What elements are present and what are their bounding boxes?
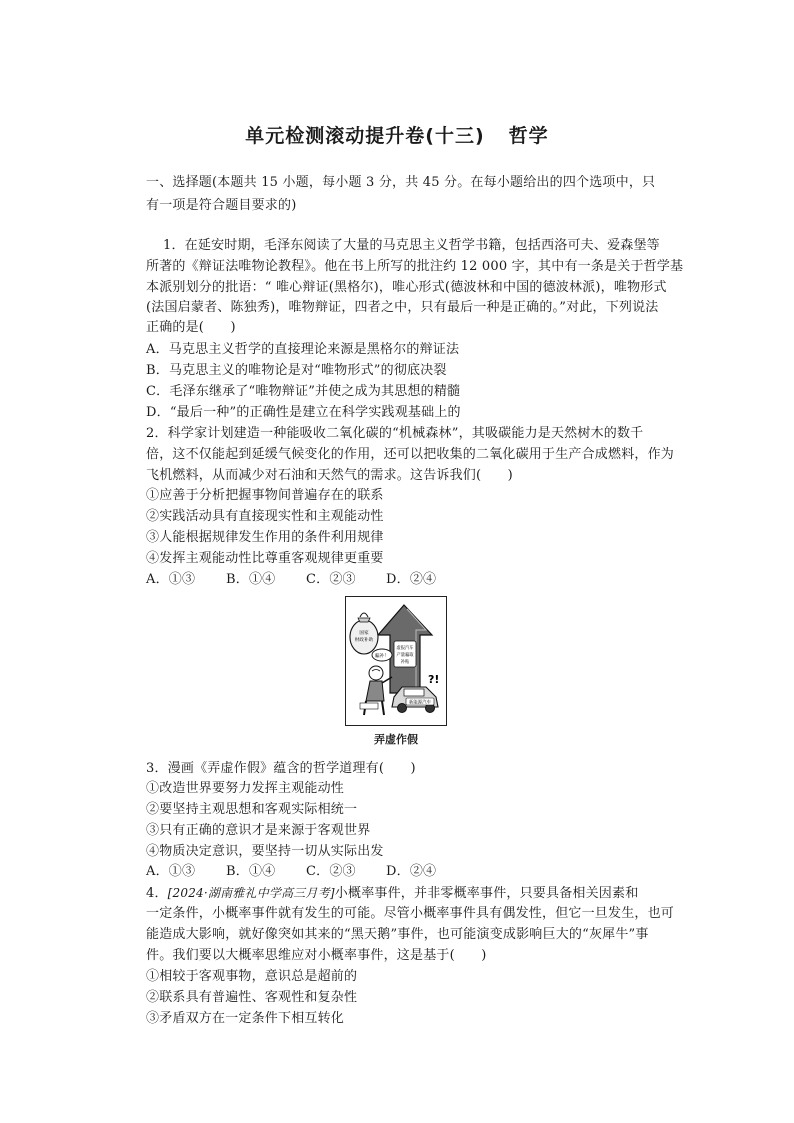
q2-statement-3: ③人能根据规律发生作用的条件利用规律 (146, 530, 384, 545)
q3-choice-d: D．②④ (386, 864, 437, 879)
q2-choice-c: C．②③ (306, 572, 356, 587)
cartoon-figure (345, 596, 447, 726)
q3-statement-1: ①改造世界要努力发挥主观能动性 (146, 781, 345, 796)
arrow-text-1: 虚报汽车 (396, 646, 414, 651)
person-body-icon (366, 681, 384, 701)
q4-line-2: 一定条件，小概率事件就有发生的可能。尽管小概率事件具有偶发性，但它一旦发生，也可 (146, 906, 675, 921)
q4-line-4: 件。我们要以大概率思维应对小概率事件，这是基于( ) (146, 948, 487, 963)
section-intro-line-2: 有一项是符合题目要求的) (146, 198, 297, 213)
q1-line-1: 1．在延安时期，毛泽东阅读了大量的马克思主义哲学书籍，包括西洛可夫、爱森堡等 (163, 238, 660, 253)
q2-line-1: 2．科学家计划建造一种能吸收二氧化碳的“机械森林”，其吸碳能力是天然树木的数千 (146, 426, 644, 441)
money-bag-icon (350, 620, 378, 654)
section-intro-line-1: 一、选择题(本题共 15 小题，每小题 3 分，共 45 分。在每小题给出的四个选项中，只 (146, 175, 656, 190)
q4-line-1 (146, 883, 651, 904)
q1-option-d: D．“最后一种”的正确性是建立在科学实践观基础上的 (146, 405, 461, 420)
q2-choice-a: A．①③ (146, 572, 196, 587)
figure-caption: 弄虚作假 (374, 733, 418, 746)
title-subject: 哲学 (508, 125, 549, 147)
q3-statement-2: ②要坚持主观思想和客观实际相统一 (146, 802, 358, 817)
q3-choices (146, 862, 651, 882)
q2-line-3: 飞机燃料，从而减少对石油和天然气的需求。这告诉我们( ) (146, 468, 513, 483)
bag-text-1: 国家 (359, 631, 369, 636)
q4-number: 4． (146, 886, 168, 901)
q3-choice-a: A．①③ (146, 864, 196, 879)
arrow-text-2: 产量骗取 (396, 653, 414, 658)
q4-statement-1: ①相较于客观事物，意识总是超前的 (146, 969, 358, 984)
page-title (0, 121, 794, 148)
bag-text-2: 财政补助 (354, 638, 374, 643)
person-head-icon (369, 666, 383, 680)
cartoon-illustration (346, 597, 445, 724)
q3-choice-c: C．②③ (306, 864, 356, 879)
exclaim-mark: ?! (428, 673, 440, 686)
q2-choice-b: B．①④ (226, 572, 276, 587)
q2-choice-d: D．②④ (386, 572, 437, 587)
q4-source: [2024·湖南雅礼中学高三月考] (167, 886, 335, 900)
q2-choices (146, 570, 651, 590)
title-main: 单元检测滚动提升卷(十三) (245, 125, 485, 147)
q1-option-c: C．毛泽东继承了“唯物辩证”并使之成为其思想的精髓 (146, 384, 461, 399)
q3-statement-3: ③只有正确的意识才是来源于客观世界 (146, 823, 371, 838)
bubble-text: 骗补！ (374, 654, 390, 659)
q4-statement-2: ②联系具有普遍性、客观性和复杂性 (146, 990, 358, 1005)
q4-line-1-rest: 小概率事件，并非零概率事件，只要具备相关因素和 (334, 886, 639, 901)
q1-line-3: 本派别划分的批语：“ 唯心辩证(黑格尔)，唯心形式(德波林和中国的德波林派)，唯物形式 (146, 280, 667, 295)
q2-statement-1: ①应善于分析把握事物间普遍存在的联系 (146, 488, 384, 503)
q3-choice-b: B．①④ (226, 864, 276, 879)
q1-line-4: (法国启蒙者、陈独秀)，唯物辩证，四者之中，只有最后一种是正确的。”对此，下列说法 (146, 300, 659, 315)
car-text: 新能源汽车 (409, 700, 431, 706)
q1-option-a: A．马克思主义哲学的直接理论来源是黑格尔的辩证法 (146, 342, 460, 357)
q1-line-2: 所著的《辩证法唯物论教程》。他在书上所写的批注约 12 000 字，其中有一条是关于哲学基 (146, 259, 684, 274)
q1-option-b: B．马克思主义的唯物论是对“唯物形式”的彻底决裂 (146, 363, 447, 378)
q2-line-2: 倍，这不仅能起到延缓气候变化的作用，还可以把收集的二氧化碳用于生产合成燃料，作为 (146, 447, 675, 462)
q2-statement-2: ②实践活动具有直接现实性和主观能动性 (146, 509, 384, 524)
q4-line-3: 能造成大影响，就好像突如其来的“黑天鹅”事件，也可能演变成影响巨大的“灰犀牛”事 (146, 927, 649, 942)
arrow-text-3: 补贴 (400, 660, 410, 665)
q3-statement-4: ④物质决定意识，要坚持一切从实际出发 (146, 844, 384, 859)
q4-statement-3: ③矛盾双方在一定条件下相互转化 (146, 1011, 345, 1026)
q3-stem: 3．漫画《弄虚作假》蕴含的哲学道理有( ) (146, 761, 416, 776)
q1-line-5: 正确的是( ) (146, 320, 236, 335)
q2-statement-4: ④发挥主观能动性比尊重客观规律更重要 (146, 551, 384, 566)
